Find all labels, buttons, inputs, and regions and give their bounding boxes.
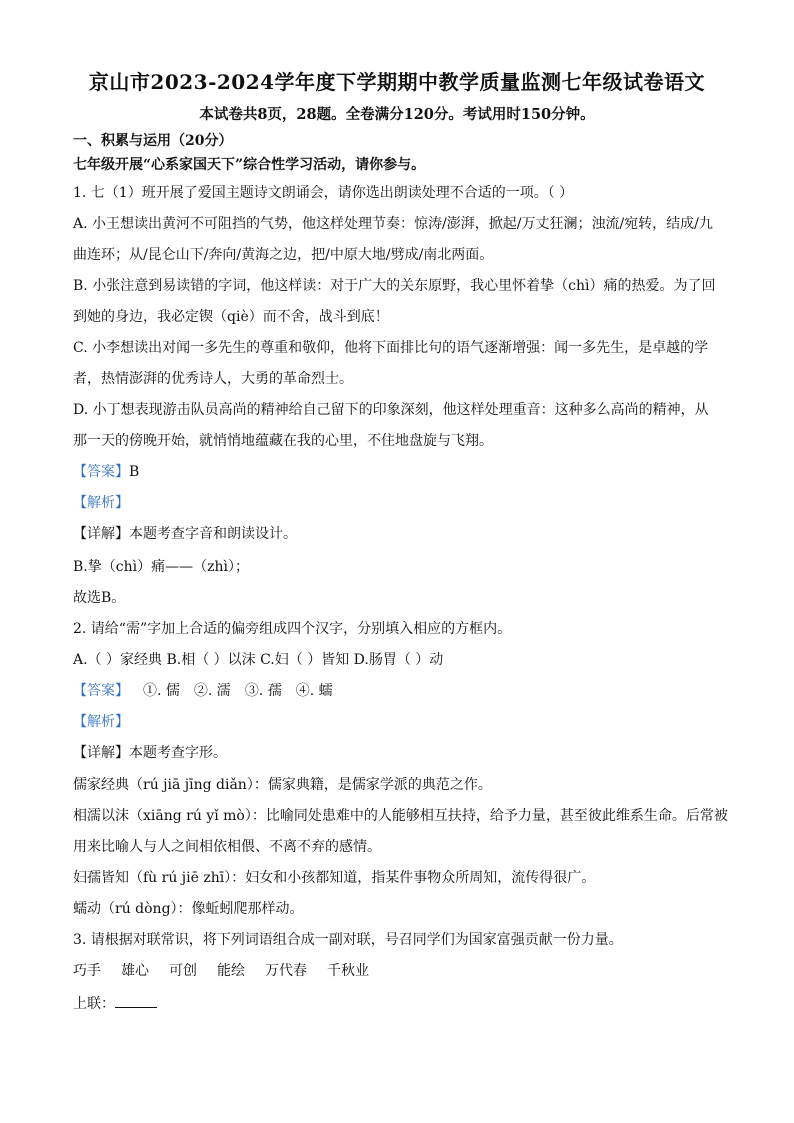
answer-item: ②. 濡 <box>193 683 231 699</box>
q1-option-d-line1: D. 小丁想表现游击队员高尚的精神给自己留下的印象深刻，他这样处理重音：这种多么高尚的精神，从 <box>73 402 709 418</box>
q2-explanation-2a: 相濡以沫（xiāng rú yǐ mò）：比喻同处患难中的人能够相互扶持，给予力量，甚至彼此维系生命。后常被 <box>73 808 728 824</box>
answer-blank[interactable] <box>115 993 157 1008</box>
q2-explanation-1: 儒家经典（rú jiā jīng diǎn）：儒家典籍，是儒家学派的典范之作。 <box>73 777 492 793</box>
answer-item: ③. 孺 <box>244 683 282 699</box>
q2-options: A.（ ）家经典 B.相（ ）以沫 C.妇（ ）皆知 D.肠胃（ ）动 <box>73 652 444 668</box>
q2-explanation-2b: 用来比喻人与人之间相依相偎、不离不弃的感情。 <box>73 839 381 855</box>
q1-option-a-line1: A. 小王想读出黄河不可阻挡的气势，他这样处理节奏：惊涛/澎湃，掀起/万丈狂澜；浊流/宛转，结成/九 <box>73 216 713 232</box>
detail-text: 本题考查字形。 <box>129 745 227 761</box>
answer-item: ①. 儒 <box>143 683 180 699</box>
q2-analysis-tag: 【解析】 <box>73 714 129 730</box>
detail-tag: 【详解】 <box>73 745 129 761</box>
word-item: 能绘 <box>217 963 245 979</box>
q3-word-list <box>73 961 389 981</box>
q1-option-c-line2: 者，热情澎湃的优秀诗人，大勇的革命烈士。 <box>73 371 353 387</box>
q1-detail <box>73 524 297 544</box>
q3-upper-couplet <box>73 993 157 1014</box>
q1-option-b-line1: B. 小张注意到易读错的字词，他这样读：对于广大的关东原野，我心里怀着挚（chì）痛的热爱。为了回 <box>73 278 716 294</box>
q2-explanation-4: 蠕动（rú dòng）：像蚯蚓爬那样动。 <box>73 901 304 917</box>
q3-stem: 3. 请根据对联常识，将下列词语组合成一副对联，号召同学们为国家富强贡献一份力量。 <box>73 932 623 948</box>
detail-tag: 【详解】 <box>73 526 129 542</box>
answer-tag: 【答案】 <box>73 683 129 699</box>
q1-analysis-tag: 【解析】 <box>73 495 129 511</box>
word-item: 巧手 <box>73 963 101 979</box>
section-intro: 七年级开展“心系家国天下”综合性学习活动，请你参与。 <box>73 157 426 173</box>
detail-text: 本题考查字音和朗读设计。 <box>129 526 297 542</box>
word-item: 可创 <box>169 963 197 979</box>
q1-option-a-line2: 曲连环；从/昆仑山下/奔向/黄海之边，把/中原大地/劈成/南北两面。 <box>73 247 494 263</box>
q1-option-c-line1: C. 小李想读出对闻一多先生的尊重和敬仰，他将下面排比句的语气逐渐增强：闻一多先生，是卓越的学 <box>73 340 709 356</box>
exam-instructions: 本试卷共8页，28题。全卷满分120分。考试用时150分钟。 <box>199 106 595 123</box>
q1-stem: 1. 七（1）班开展了爱国主题诗文朗诵会，请你选出朗读处理不合适的一项。（ ） <box>73 185 574 201</box>
answer-item: ④. 蠕 <box>295 683 333 699</box>
answer-value: B <box>129 464 140 480</box>
word-item: 雄心 <box>121 963 149 979</box>
q2-answer <box>73 681 333 701</box>
upper-couplet-label: 上联： <box>73 996 115 1012</box>
answer-tag: 【答案】 <box>73 464 129 480</box>
q1-option-b-line2: 到她的身边，我必定锲（qiè）而不舍，战斗到底！ <box>73 309 389 325</box>
word-item: 万代春 <box>265 963 307 979</box>
q2-explanation-3: 妇孺皆知（fù rú jiē zhī）：妇女和小孩都知道，指某件事物众所周知，流传得很广。 <box>73 870 596 886</box>
page-title: 京山市2023-2024学年度下学期期中教学质量监测七年级试卷语文 <box>88 70 706 94</box>
word-item: 千秋业 <box>327 963 369 979</box>
q1-conclusion: 故选B。 <box>73 590 126 606</box>
q1-explanation: B.挚（chì）痛——（zhì）； <box>73 559 249 575</box>
q1-option-d-line2: 那一天的傍晚开始，就悄悄地蕴藏在我的心里，不住地盘旋与飞翔。 <box>73 433 493 449</box>
q2-detail <box>73 743 227 763</box>
q1-answer <box>73 462 139 482</box>
section-heading: 一、积累与运用（20分） <box>73 133 233 149</box>
q2-stem: 2. 请给“需”字加上合适的偏旁组成四个汉字，分别填入相应的方框内。 <box>73 621 512 637</box>
